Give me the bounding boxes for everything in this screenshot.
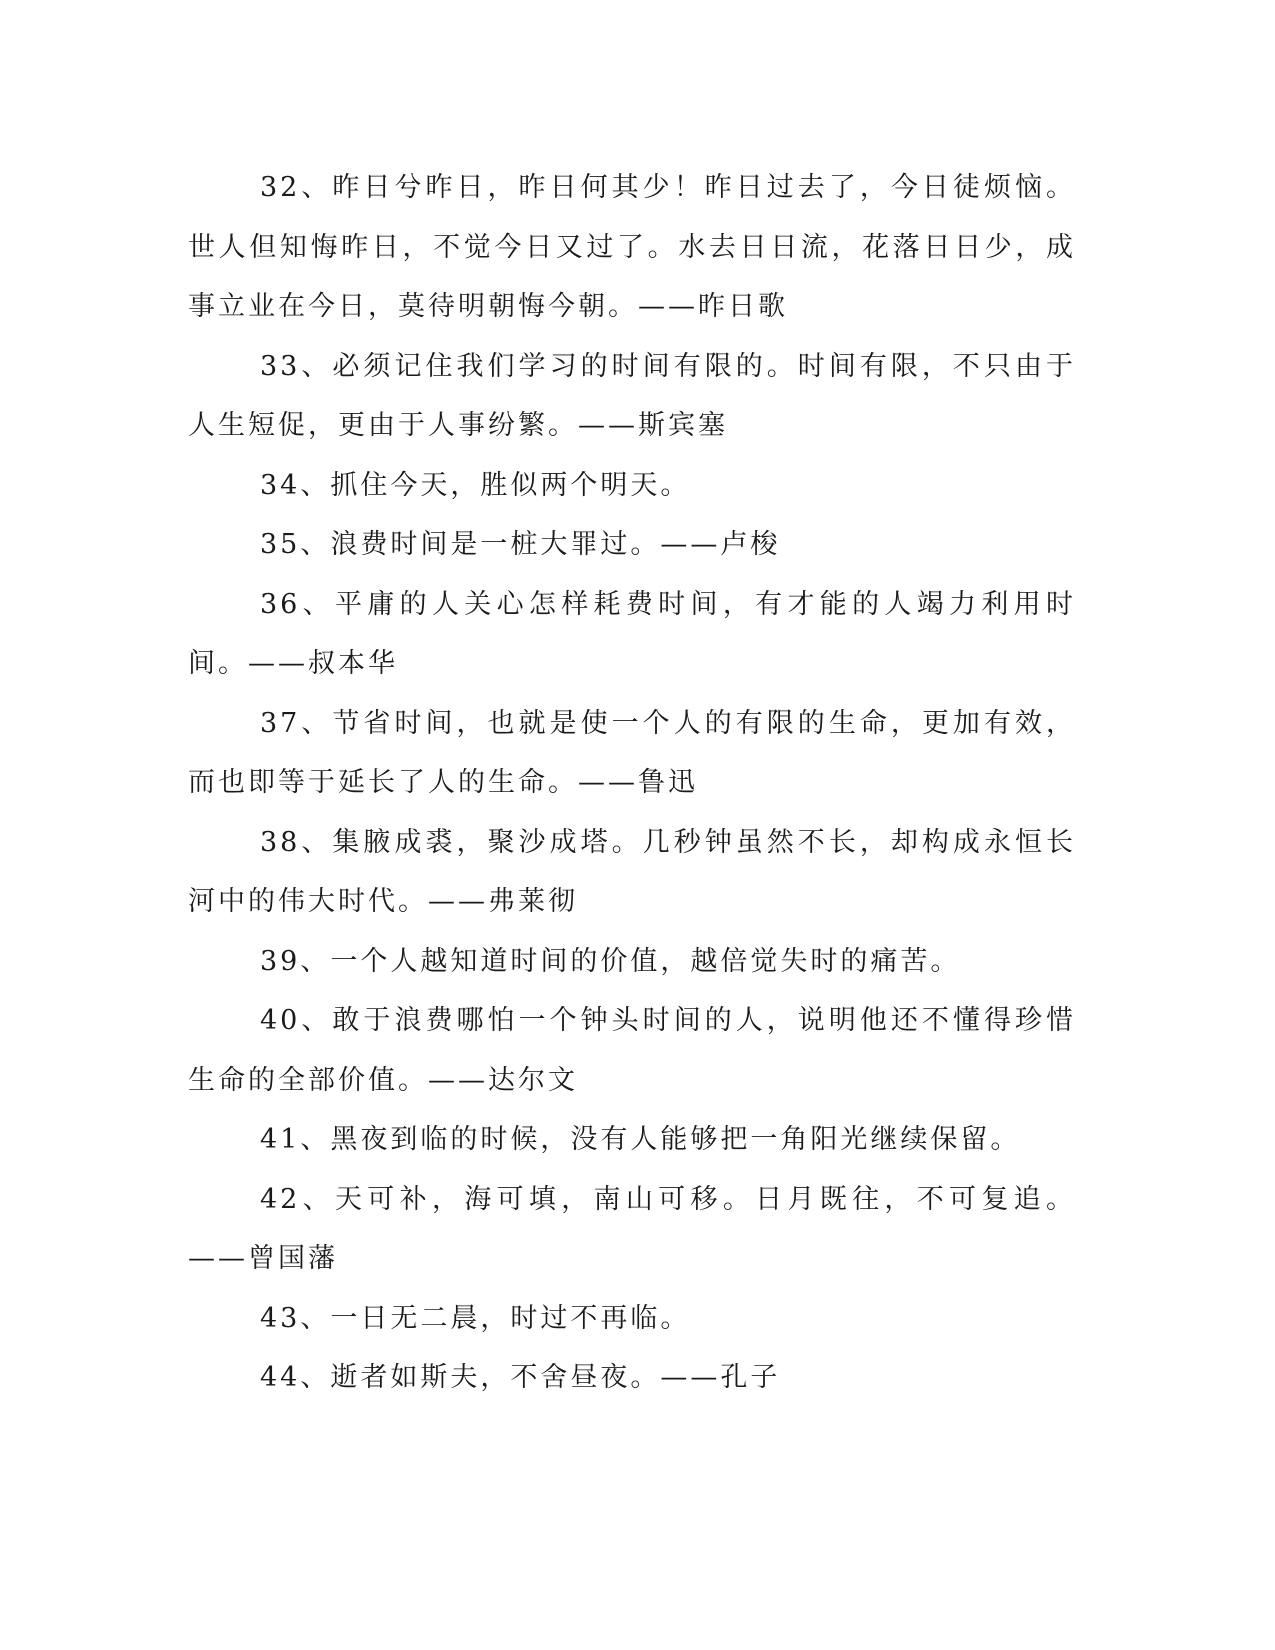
quote-paragraph-38: 38、集腋成裘，聚沙成塔。几秒钟虽然不长，却构成永恒长河中的伟大时代。——弗莱彻 — [188, 826, 1076, 917]
quote-paragraph-36: 36、平庸的人关心怎样耗费时间，有才能的人竭力利用时间。——叔本华 — [188, 588, 1076, 679]
quote-paragraph-39: 39、一个人越知道时间的价值，越倍觉失时的痛苦。 — [260, 945, 961, 977]
quote-paragraph-43: 43、一日无二晨，时过不再临。 — [260, 1302, 691, 1334]
quote-paragraph-42: 42、天可补，海可填，南山可移。日月既往，不可复追。——曾国藩 — [188, 1183, 1076, 1274]
quote-paragraph-34: 34、抓住今天，胜似两个明天。 — [260, 469, 691, 501]
quote-paragraph-35: 35、浪费时间是一桩大罪过。——卢梭 — [260, 529, 781, 560]
quote-paragraph-37: 37、节省时间，也就是使一个人的有限的生命，更加有效，而也即等于延长了人的生命。——鲁迅 — [188, 707, 1076, 798]
document-body — [188, 158, 1076, 1408]
quote-paragraph-40: 40、敢于浪费哪怕一个钟头时间的人，说明他还不懂得珍惜生命的全部价值。——达尔文 — [188, 1005, 1076, 1096]
quote-paragraph-44: 44、逝者如斯夫，不舍昼夜。——孔子 — [260, 1362, 781, 1393]
quote-paragraph-33: 33、必须记住我们学习的时间有限的。时间有限，不只由于人生短促，更由于人事纷繁。——斯宾塞 — [188, 350, 1076, 441]
quote-paragraph-41: 41、黑夜到临的时候，没有人能够把一角阳光继续保留。 — [260, 1124, 1021, 1155]
quote-paragraph-32: 32、昨日兮昨日，昨日何其少！昨日过去了，今日徒烦恼。世人但知悔昨日，不觉今日又过了。水去日日流，花落日日少，成事立业在今日，莫待明朝悔今朝。——昨日歌 — [188, 172, 1076, 322]
